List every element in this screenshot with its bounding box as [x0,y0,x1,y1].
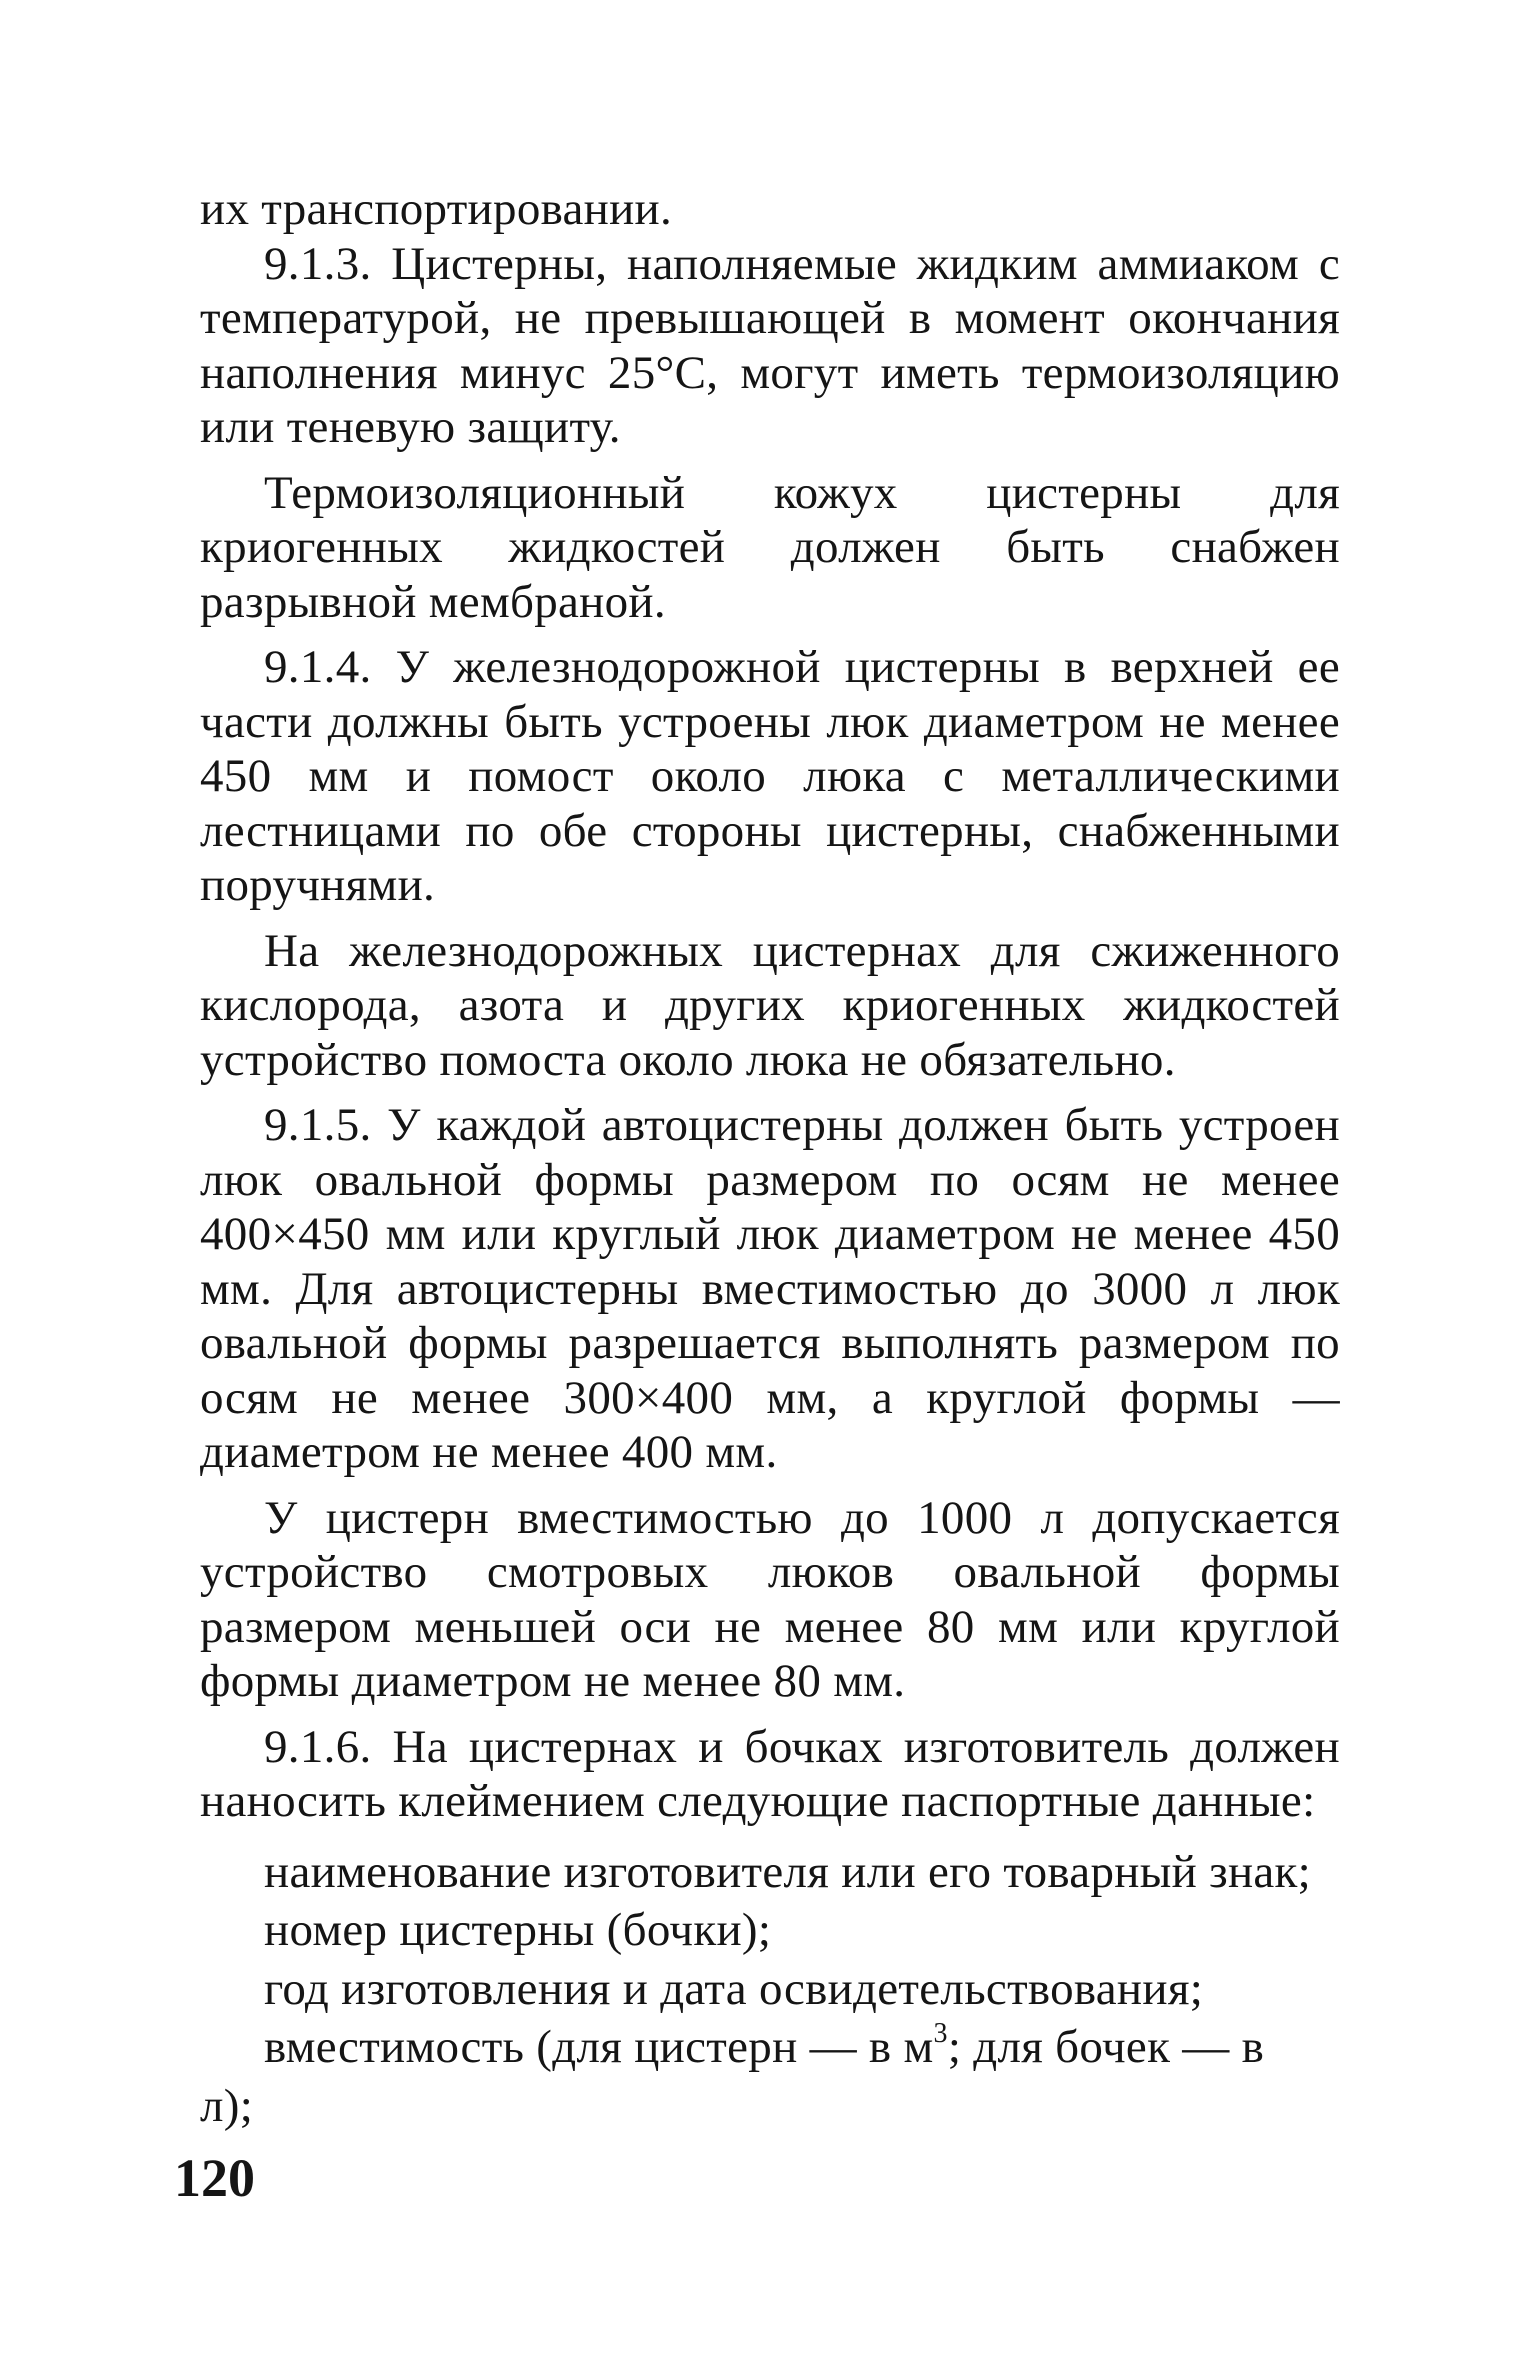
paragraph-inspection-hatches: У цистерн вместимостью до 1000 л допускается устройство смотровых люков овальной формы размером меньшей оси не менее 80 мм или круглой формы диаметром не менее 80 мм. [200,1491,1340,1707]
paragraph-thermal-casing: Термоизоляционный кожух цистерны для криогенных жидкостей должен быть снабжен разрывной мембраной. [200,466,1340,628]
page-body [200,182,1340,2133]
paragraph-9-1-6: 9.1.6. На цистернах и бочках изготовитель должен наносить клеймением следующие паспортные данные: [200,1720,1340,1827]
capacity-text-start: вместимость (для цистерн — в м [264,2021,934,2073]
paragraph-9-1-4: 9.1.4. У железнодорожной цистерны в верхней ее части должны быть устроены люк диаметром не менее 450 мм и помост около люка с металлическими лестницами по обе стороны цистерны, снабженными поручнями. [200,641,1340,911]
paragraph-continuation: их транспортировании. [200,183,673,235]
cubic-superscript: 3 [933,2018,948,2049]
paragraph-9-1-5: 9.1.5. У каждой автоцистерны должен быть устроен люк овальной формы размером по осям не менее 400×450 мм или круглый люк диаметром не менее 450 мм. Для автоцистерны вместимостью до 3000 л люк овальной формы разрешается выполнять размером по осям не менее 300×400 мм, а круглой формы — диаметром не менее 400 мм. [200,1099,1340,1478]
list-item-tank-number: номер цистерны (бочки); [264,1904,772,1956]
capacity-continuation: л); [200,2079,254,2132]
list-item-manufacturer: наименование изготовителя или его товарный знак; [264,1845,1312,1898]
paragraph-9-1-3: 9.1.3. Цистерны, наполняемые жидким аммиаком с температурой, не превышающей в момент окончания наполнения минус 25°С, могут иметь термоизоляцию или теневую защиту. [200,237,1340,453]
paragraph-railway-platform: На железнодорожных цистернах для сжиженного кислорода, азота и других криогенных жидкостей устройство помоста около люка не обязательно. [200,924,1340,1086]
passport-data-list [200,1845,1340,2075]
page-number: 120 [174,2148,255,2208]
list-item-capacity [200,2020,1340,2075]
list-item-year: год изготовления и дата освидетельствования; [264,1962,1204,2015]
capacity-text-end: ; для бочек — в [947,2021,1265,2073]
